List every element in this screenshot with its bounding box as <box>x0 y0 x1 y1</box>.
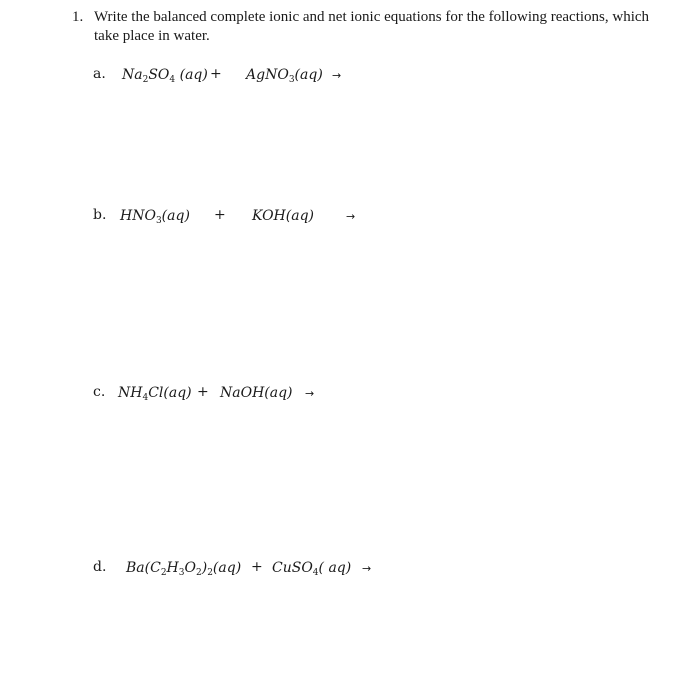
reaction-arrow: → <box>332 69 342 82</box>
plus-sign: + <box>214 207 226 223</box>
plus-sign: + <box>210 66 222 82</box>
reaction-arrow: → <box>346 210 356 223</box>
reaction-letter: c. <box>93 384 106 400</box>
reaction-arrow: → <box>362 562 372 575</box>
reaction-letter: d. <box>93 559 107 575</box>
reactant-2: AgNO$_3$(aq) <box>246 67 323 85</box>
reaction-letter: a. <box>93 66 106 82</box>
reactant-1: $Na_2SO_4$ (aq) <box>122 67 208 85</box>
reaction-arrow: → <box>305 387 315 400</box>
reactant-1: $NH_4Cl(aq)$ <box>118 385 192 403</box>
reactant-2: NaOH(aq) <box>220 385 293 401</box>
plus-sign: + <box>197 384 209 400</box>
reaction-letter: b. <box>93 207 107 223</box>
question-number: 1. <box>72 9 84 25</box>
reactant-1: $HNO_3(aq)$ <box>120 208 190 226</box>
reactant-2: KOH(aq) <box>252 208 315 224</box>
plus-sign: + <box>251 559 263 575</box>
reactant-1: $Ba(C_2H_3O_2)_2(aq)$ <box>126 560 242 578</box>
question-text: Write the balanced complete ionic and net ionic equations for the following reactions, which take place in water. <box>94 9 650 44</box>
reactant-2: CuSO$_4$( aq) <box>272 560 352 578</box>
